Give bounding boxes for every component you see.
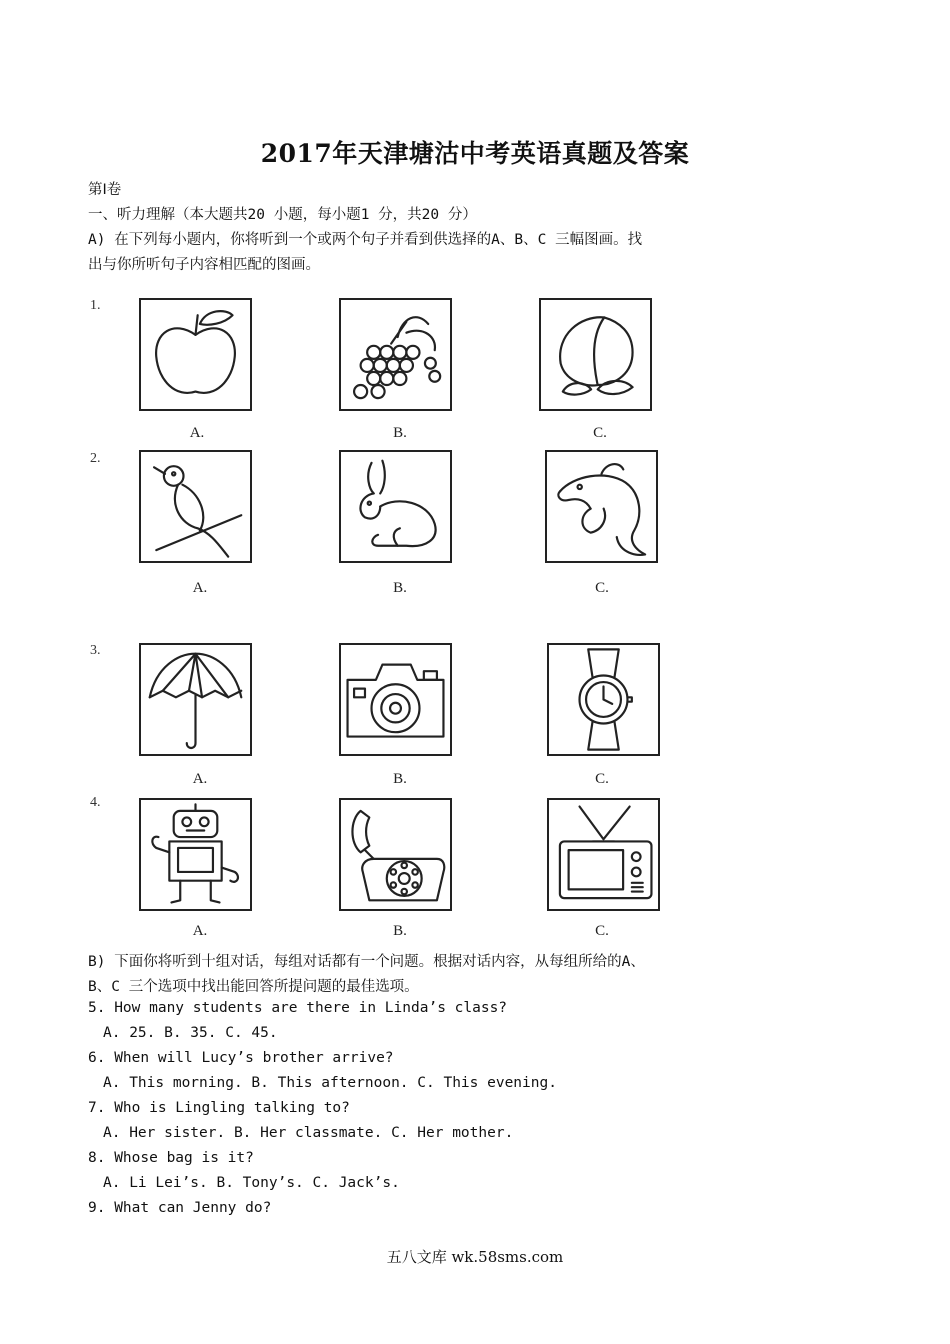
- question-number: 1.: [90, 298, 101, 313]
- question-number: 4.: [90, 795, 101, 810]
- question-number: 3.: [90, 643, 101, 658]
- question-8: 8. Whose bag is it?: [88, 1150, 254, 1166]
- question-8-options: A. Li Lei’s. B. Tony’s. C. Jack’s.: [103, 1175, 400, 1191]
- apple-icon: [139, 298, 252, 411]
- option-label: A.: [192, 771, 208, 787]
- peach-icon: [539, 298, 652, 411]
- part-label: 第Ⅰ卷: [88, 182, 122, 198]
- question-6-options: A. This morning. B. This afternoon. C. This evening.: [103, 1075, 557, 1091]
- option-label: B.: [393, 425, 407, 441]
- option-label: A.: [192, 923, 208, 939]
- option-label: C.: [595, 771, 609, 787]
- page-title: 2017年天津塘沽中考英语真题及答案: [260, 139, 690, 168]
- question-7-options: A. Her sister. B. Her classmate. C. Her mother.: [103, 1125, 514, 1141]
- option-label: C.: [593, 425, 607, 441]
- section-b-instruction-1: B) 下面你将听到十组对话，每组对话都有一个问题。根据对话内容，从每组所给的A、: [88, 954, 645, 970]
- telephone-icon: [339, 798, 452, 911]
- question-5-options: A. 25. B. 35. C. 45.: [103, 1025, 278, 1041]
- question-6: 6. When will Lucy’s brother arrive?: [88, 1050, 394, 1066]
- section-heading: 一、听力理解（本大题共20 小题，每小题1 分，共20 分）: [88, 207, 477, 223]
- television-icon: [547, 798, 660, 911]
- option-label: C.: [595, 580, 609, 596]
- question-7: 7. Who is Lingling talking to?: [88, 1100, 350, 1116]
- bird-icon: [139, 450, 252, 563]
- camera-icon: [339, 643, 452, 756]
- option-label: A.: [189, 425, 205, 441]
- grapes-icon: [339, 298, 452, 411]
- option-label: A.: [192, 580, 208, 596]
- section-a-instruction-2: 出与你所听句子内容相匹配的图画。: [88, 257, 320, 273]
- rabbit-icon: [339, 450, 452, 563]
- watch-icon: [547, 643, 660, 756]
- option-label: B.: [393, 771, 407, 787]
- umbrella-icon: [139, 643, 252, 756]
- option-label: B.: [393, 923, 407, 939]
- option-label: B.: [393, 580, 407, 596]
- dolphin-icon: [545, 450, 658, 563]
- section-a-instruction-1: A) 在下列每小题内，你将听到一个或两个句子并看到供选择的A、B、C 三幅图画。找: [88, 232, 643, 248]
- section-b-instruction-2: B、C 三个选项中找出能回答所提问题的最佳选项。: [88, 979, 419, 995]
- question-number: 2.: [90, 451, 101, 466]
- robot-icon: [139, 798, 252, 911]
- option-label: C.: [595, 923, 609, 939]
- question-9: 9. What can Jenny do?: [88, 1200, 272, 1216]
- page-footer: 五八文库 wk.58sms.com: [386, 1248, 564, 1266]
- question-5: 5. How many students are there in Linda’s class?: [88, 1000, 508, 1016]
